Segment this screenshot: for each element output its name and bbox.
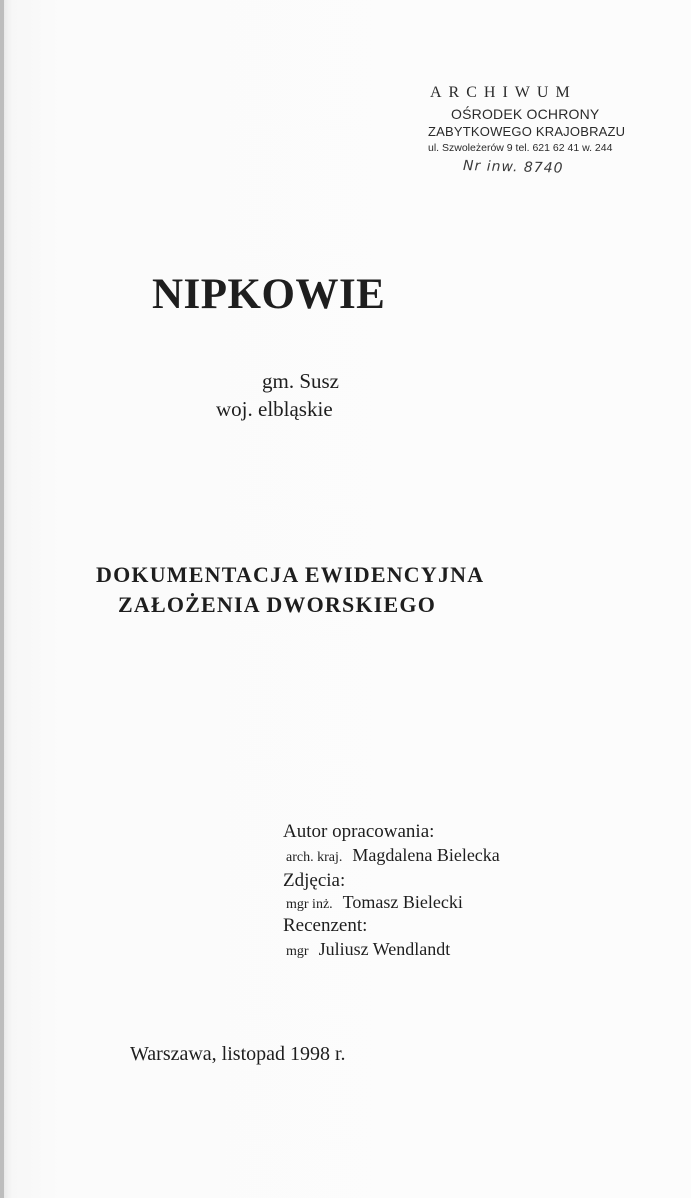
author-name: Magdalena Bielecka bbox=[352, 845, 500, 865]
voivodeship-label: woj. elbląskie bbox=[216, 397, 333, 421]
document-type-line1: DOKUMENTACJA EWIDENCYJNA bbox=[96, 562, 485, 587]
reviewer-title: mgr bbox=[286, 944, 309, 959]
document-title: NIPKOWIE bbox=[152, 271, 386, 318]
reviewer-label: Recenzent: bbox=[283, 915, 368, 936]
author-label: Autor opracowania: bbox=[283, 821, 435, 842]
stamp-institution-line1: OŚRODEK OCHRONY bbox=[451, 106, 600, 122]
document-type-line2: ZAŁOŻENIA DWORSKIEGO bbox=[118, 592, 437, 617]
reviewer-line bbox=[286, 939, 450, 960]
page-left-edge bbox=[0, 0, 4, 1198]
stamp-archive-heading: ARCHIWUM bbox=[430, 84, 577, 101]
stamp-address: ul. Szwoleżerów 9 tel. 621 62 41 w. 244 bbox=[428, 142, 613, 154]
place-and-date: Warszawa, listopad 1998 r. bbox=[130, 1043, 346, 1065]
author-title: arch. kraj. bbox=[286, 850, 343, 865]
reviewer-name: Juliusz Wendlandt bbox=[318, 939, 451, 959]
photos-title: mgr inż. bbox=[286, 897, 333, 912]
photos-line bbox=[286, 892, 463, 913]
stamp-institution-line2: ZABYTKOWEGO KRAJOBRAZU bbox=[428, 124, 626, 139]
author-line bbox=[286, 845, 500, 866]
commune-label: gm. Susz bbox=[262, 369, 340, 393]
photos-name: Tomasz Bielecki bbox=[342, 892, 463, 912]
inventory-number-handwritten: Nr inw. 8740 bbox=[462, 158, 564, 177]
photos-label: Zdjęcia: bbox=[283, 870, 346, 891]
